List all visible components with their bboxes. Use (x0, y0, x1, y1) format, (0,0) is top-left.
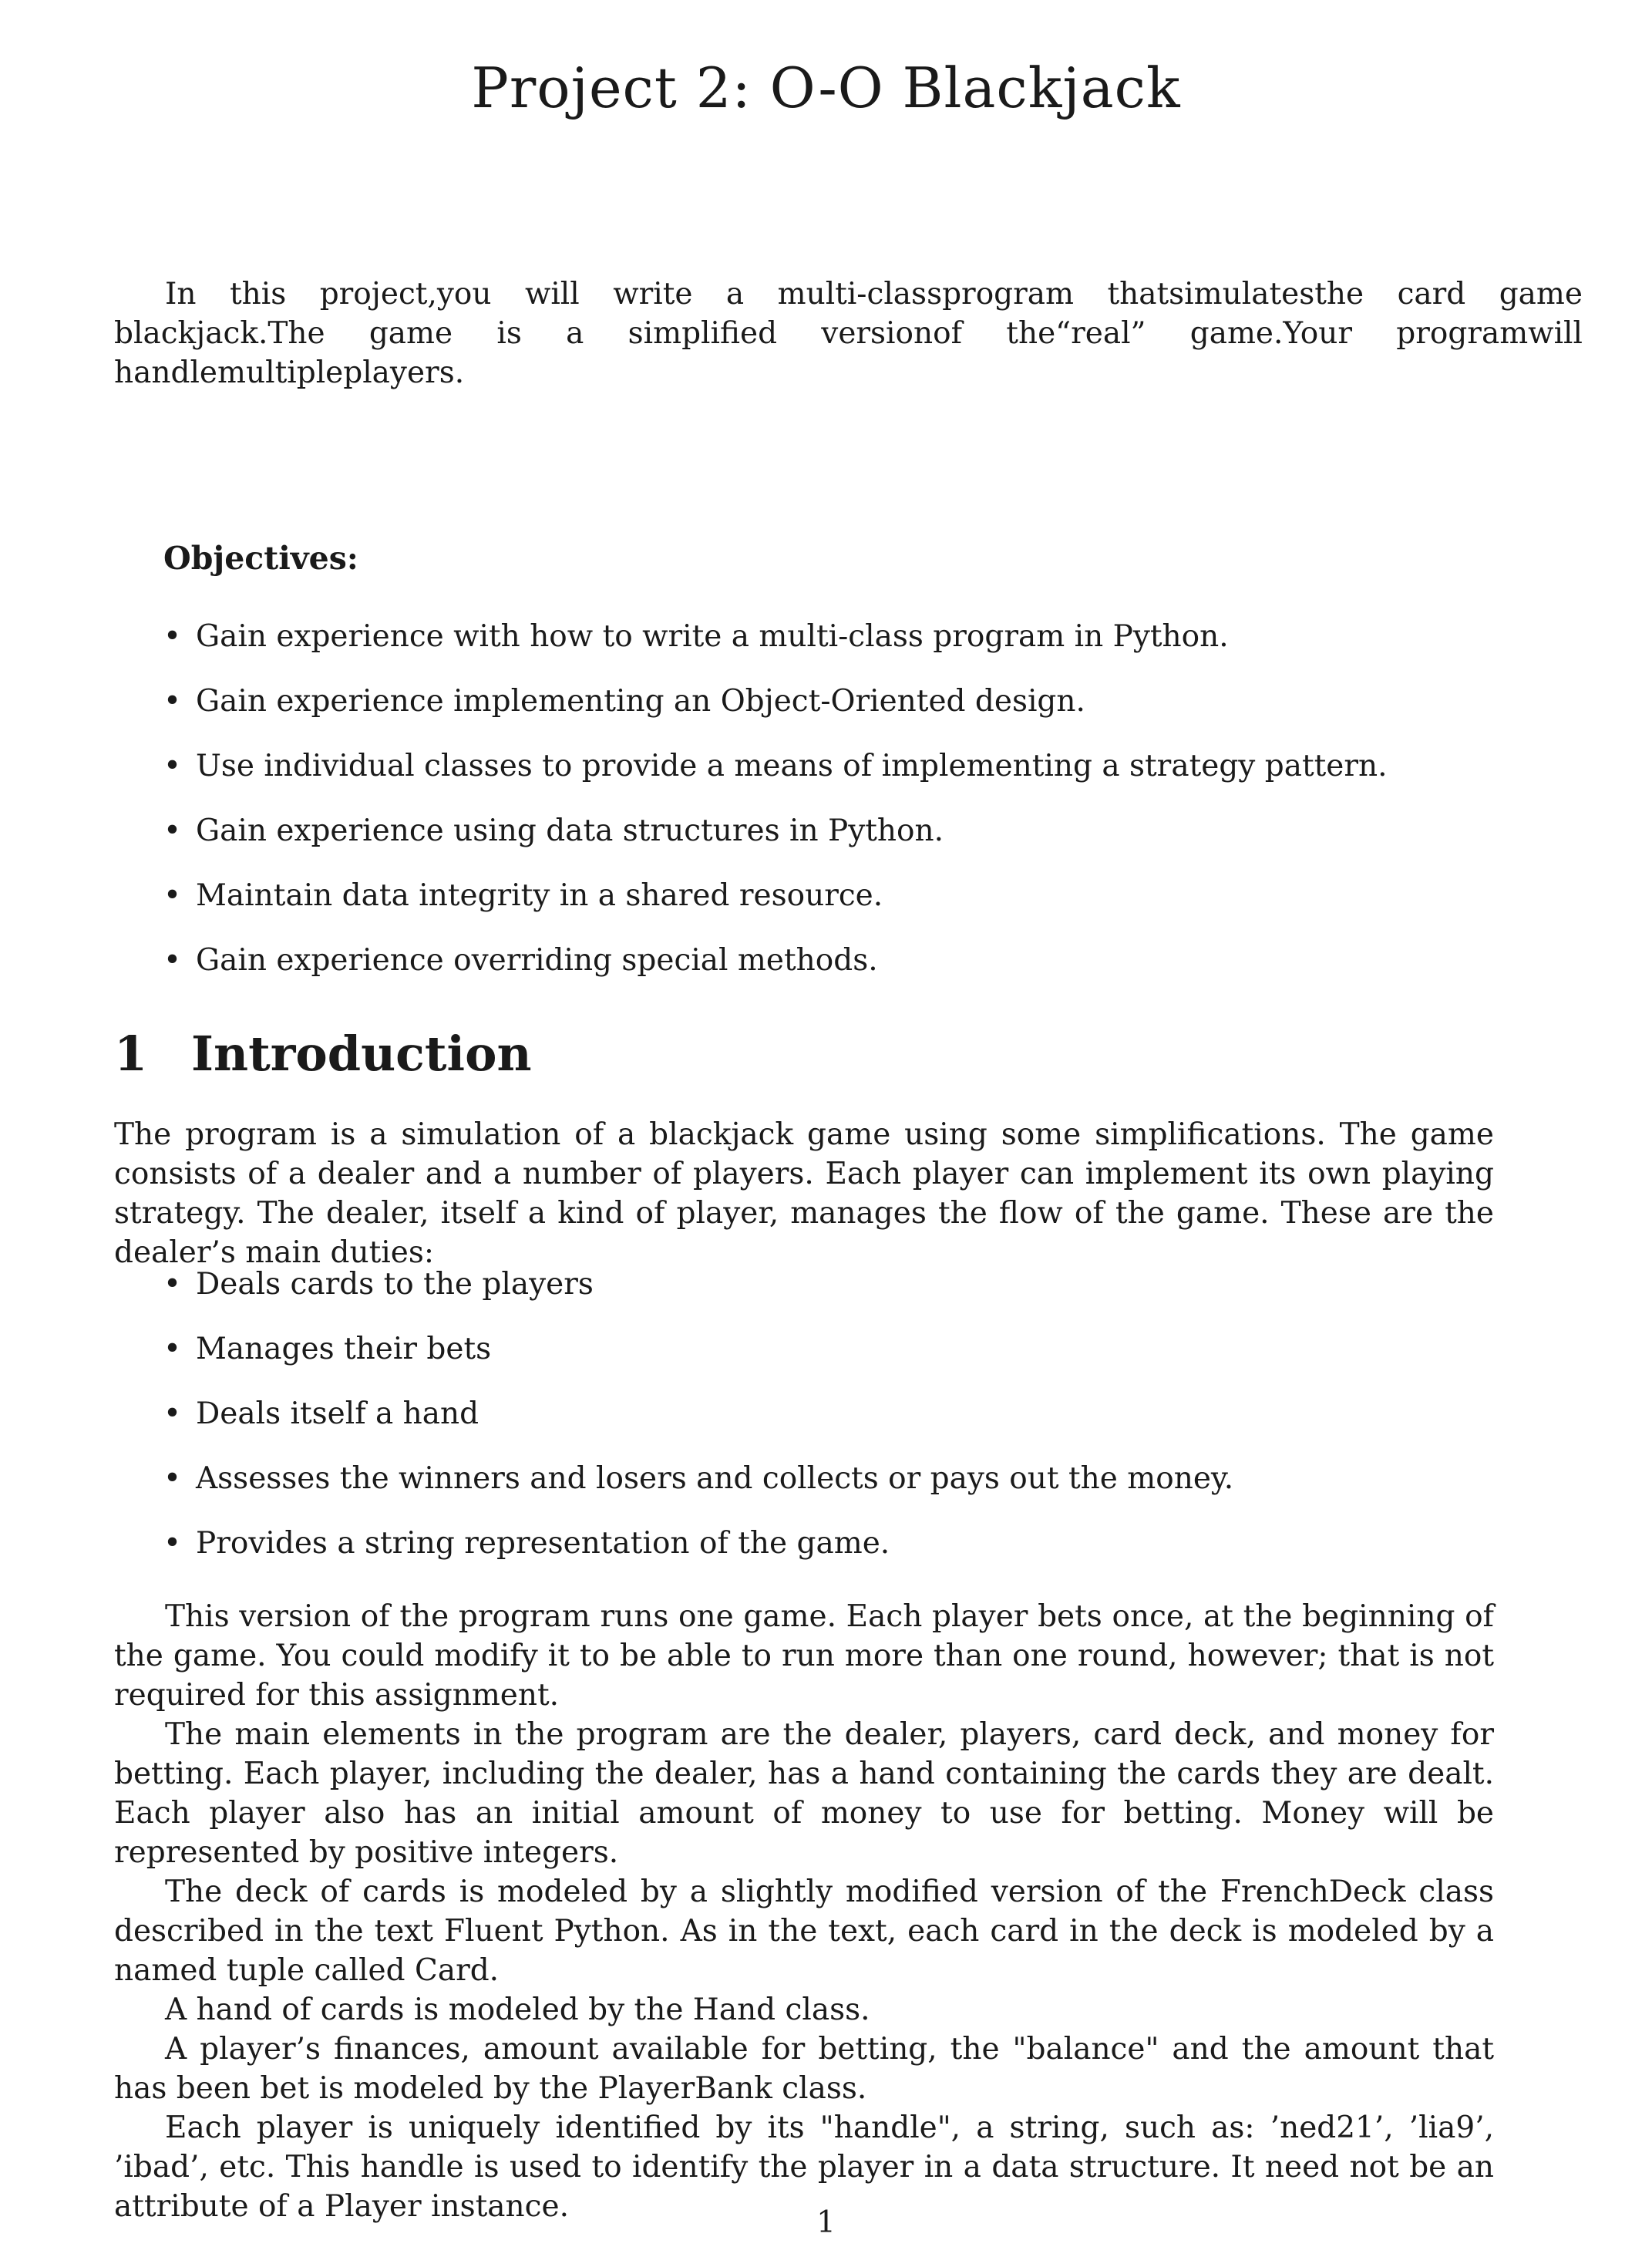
list-item (163, 1329, 1551, 1394)
page-number: 1 (816, 2205, 836, 2240)
objective-text: Gain experience overriding special methods. (196, 943, 878, 978)
bullet-icon: • (163, 1267, 182, 1302)
section-title: Introduction (191, 1026, 532, 1082)
paragraph-text: This version of the program runs one game. Each player bets once, at the beginning of the game. You could modify it to be able to run more than one round, however; that is not required for this assignment. (114, 1599, 1494, 1713)
bullet-icon: • (163, 1526, 182, 1561)
bullet-icon: • (163, 684, 182, 719)
list-item (163, 941, 1551, 1006)
duty-text: Assesses the winners and losers and collects or pays out the money. (196, 1461, 1234, 1496)
paragraph-text: Each player is uniquely identified by its "handle", a string, such as: ’ned21’, ’lia9’, ’ibad’, etc. This handle is used to identify the player in a data structure. It need not be an attribute of a Player instance. (114, 2110, 1494, 2224)
section-intro-paragraph (114, 1115, 1494, 1272)
bullet-icon: • (163, 1396, 182, 1431)
duty-text: Provides a string representation of the game. (196, 1526, 890, 1561)
objectives-list (163, 617, 1551, 1006)
list-item (163, 1394, 1551, 1459)
bullet-icon: • (163, 1461, 182, 1496)
duty-text: Deals itself a hand (196, 1396, 479, 1431)
bullet-icon: • (163, 814, 182, 848)
section-body (114, 1597, 1494, 2226)
bullet-icon: • (163, 749, 182, 783)
objective-text: Gain experience using data structures in Python. (196, 814, 944, 848)
list-item (163, 746, 1551, 811)
bullet-icon: • (163, 1332, 182, 1366)
objectives-heading: Objectives: (163, 540, 358, 577)
section-number: 1 (114, 1026, 148, 1082)
paragraph-text: The main elements in the program are the dealer, players, card deck, and money for betting. Each player, including the dealer, has a hand containing the cards they are dealt. Each player also has an initial amount of money to use for betting. Money will be represented by positive integers. (114, 1717, 1494, 1870)
paragraph-text: The program is a simulation of a blackjack game using some simplifications. The game consists of a dealer and a number of players. Each player can implement its own playing strategy. The dealer, itself a kind of player, manages the flow of the game. These are the dealer’s main duties: (114, 1117, 1494, 1270)
duty-text: Deals cards to the players (196, 1267, 594, 1302)
paragraph-text: A player’s finances, amount available for betting, the "balance" and the amount that has been bet is modeled by the PlayerBank class. (114, 2032, 1494, 2106)
list-item (163, 682, 1551, 746)
paragraph-text: A hand of cards is modeled by the Hand class. (165, 1993, 870, 2027)
list-item (163, 1524, 1551, 1588)
list-item (163, 617, 1551, 682)
objective-text: Gain experience with how to write a multi-class program in Python. (196, 619, 1229, 654)
objective-text: Use individual classes to provide a means of implementing a strategy pattern. (196, 749, 1388, 783)
section-heading (114, 1026, 532, 1082)
dealer-duties-list (163, 1265, 1551, 1588)
objective-text: Gain experience implementing an Object-Oriented design. (196, 684, 1085, 719)
document-title: Project 2: O-O Blackjack (471, 56, 1181, 120)
list-item (163, 811, 1551, 876)
list-item (163, 1265, 1551, 1329)
bullet-icon: • (163, 619, 182, 654)
duty-text: Manages their bets (196, 1332, 492, 1366)
list-item (163, 876, 1551, 941)
bullet-icon: • (163, 878, 182, 913)
bullet-icon: • (163, 943, 182, 978)
list-item (163, 1459, 1551, 1524)
intro-paragraph (114, 275, 1583, 392)
objective-text: Maintain data integrity in a shared resource. (196, 878, 883, 913)
intro-text: In this project,you will write a multi-classprogram thatsimulatesthe card game blackjack.The game is a simplified versionof the“real” game.Your programwill handlemultipleplayers. (114, 277, 1583, 390)
paragraph-text: The deck of cards is modeled by a slightly modified version of the FrenchDeck class described in the text Fluent Python. As in the text, each card in the deck is modeled by a named tuple called Card. (114, 1875, 1494, 1988)
